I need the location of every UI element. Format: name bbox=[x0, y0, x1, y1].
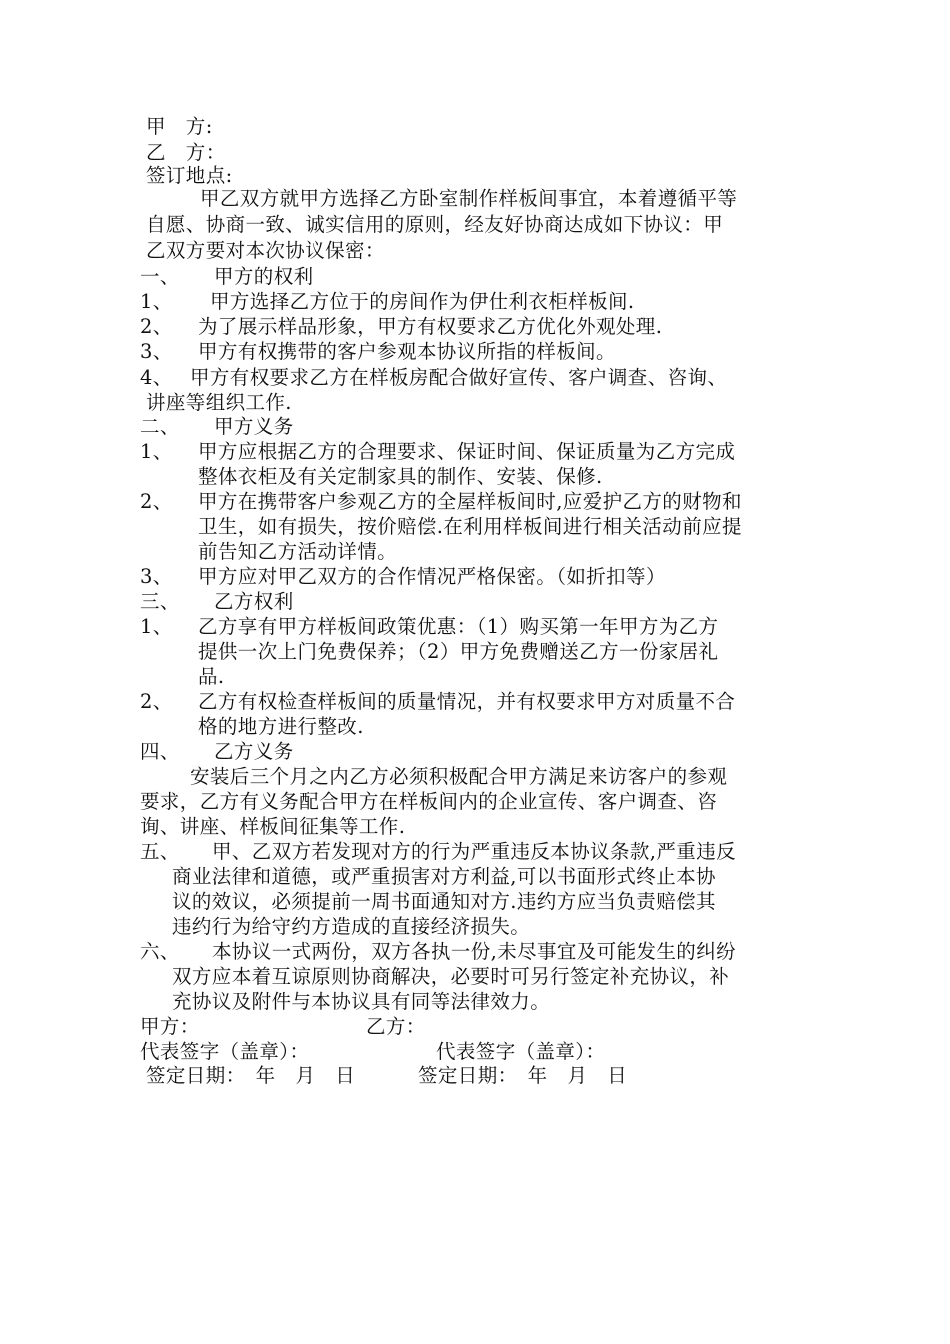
s5-text-4: 违约行为给守约方造成的直接经济损失。 bbox=[172, 915, 531, 938]
s5-text-3: 议的效议，必须提前一周书面通知对方.违约方应当负责赔偿其 bbox=[172, 890, 716, 913]
s1-item-2-text: 为了展示样品形象，甲方有权要求乙方优化外观处理. bbox=[198, 315, 663, 338]
s3-item-2-number: 2、 bbox=[140, 690, 173, 713]
s4-text-1: 安装后三个月之内乙方必须积极配合甲方满足来访客户的参观 bbox=[190, 765, 728, 788]
section-4-title: 乙方义务 bbox=[214, 740, 294, 763]
section-1-number: 一、 bbox=[140, 265, 180, 288]
s1-item-3-number: 3、 bbox=[140, 340, 173, 363]
s2-item-2-text-2: 卫生，如有损失，按价赔偿.在利用样板间进行相关活动前应提 bbox=[198, 515, 742, 538]
s1-item-4-number: 4、 bbox=[140, 366, 173, 389]
section-3-number: 三、 bbox=[140, 590, 180, 613]
section-5-number: 五、 bbox=[140, 840, 180, 863]
footer-date-b: 签定日期： 年 月 日 bbox=[418, 1064, 628, 1087]
s5-text-2: 商业法律和道德，或严重损害对方利益,可以书面形式终止本协 bbox=[172, 865, 716, 888]
footer-sign-b: 代表签字（盖章）： bbox=[436, 1040, 606, 1063]
footer-party-a: 甲方： bbox=[140, 1015, 200, 1038]
s6-text-1: 本协议一式两份，双方各执一份,未尽事宜及可能发生的纠纷 bbox=[212, 940, 736, 963]
footer-date-a: 签定日期： 年 月 日 bbox=[146, 1064, 356, 1087]
signing-place-label: 签订地点: bbox=[146, 164, 233, 187]
s3-item-1-number: 1、 bbox=[140, 615, 173, 638]
s1-item-4-text-1: 甲方有权要求乙方在样板房配合做好宣传、客户调查、咨询、 bbox=[190, 366, 728, 389]
section-2-title: 甲方义务 bbox=[214, 415, 294, 438]
s2-item-3-text: 甲方应对甲乙双方的合作情况严格保密。（如折扣等） bbox=[198, 565, 666, 588]
s2-item-1-text-1: 甲方应根据乙方的合理要求、保证时间、保证质量为乙方完成 bbox=[198, 440, 736, 463]
footer-sign-a: 代表签字（盖章）： bbox=[140, 1040, 310, 1063]
s2-item-2-number: 2、 bbox=[140, 490, 173, 513]
s2-item-2-text-3: 前告知乙方活动详情。 bbox=[198, 540, 398, 563]
s6-text-3: 充协议及附件与本协议具有同等法律效力。 bbox=[172, 990, 551, 1013]
s4-text-2: 要求，乙方有义务配合甲方在样板间内的企业宣传、客户调查、咨 bbox=[140, 790, 718, 813]
section-2-number: 二、 bbox=[140, 415, 180, 438]
s1-item-2-number: 2、 bbox=[140, 315, 173, 338]
section-3-title: 乙方权利 bbox=[214, 590, 294, 613]
s3-item-1-text-1: 乙方享有甲方样板间政策优惠：（1）购买第一年甲方为乙方 bbox=[198, 615, 719, 638]
s6-text-2: 双方应本着互谅原则协商解决，必要时可另行签定补充协议，补 bbox=[172, 965, 730, 988]
party-a-label: 甲 方: bbox=[146, 115, 213, 138]
s2-item-2-text-1: 甲方在携带客户参观乙方的全屋样板间时,应爱护乙方的财物和 bbox=[198, 490, 742, 513]
section-1-title: 甲方的权利 bbox=[214, 265, 314, 288]
s2-item-3-number: 3、 bbox=[140, 565, 173, 588]
s1-item-3-text: 甲方有权携带的客户参观本协议所指的样板间。 bbox=[198, 340, 616, 363]
s5-text-1: 甲、乙双方若发现对方的行为严重违反本协议条款,严重违反 bbox=[212, 840, 736, 863]
s2-item-1-text-2: 整体衣柜及有关定制家具的制作、安装、保修. bbox=[198, 465, 603, 488]
s3-item-2-text-1: 乙方有权检查样板间的质量情况，并有权要求甲方对质量不合 bbox=[198, 690, 736, 713]
intro-line-3: 乙双方要对本次协议保密： bbox=[146, 239, 385, 262]
party-b-label: 乙 方： bbox=[146, 141, 226, 164]
intro-line-2: 自愿、协商一致、诚实信用的原则，经友好协商达成如下协议：甲 bbox=[146, 213, 724, 236]
s1-item-1-text: 甲方选择乙方位于的房间作为伊仕利衣柜样板间. bbox=[210, 290, 635, 313]
intro-line-1: 甲乙双方就甲方选择乙方卧室制作样板间事宜，本着遵循平等 bbox=[200, 187, 738, 210]
section-4-number: 四、 bbox=[140, 740, 180, 763]
s3-item-2-text-2: 格的地方进行整改. bbox=[198, 715, 364, 738]
s2-item-1-number: 1、 bbox=[140, 440, 173, 463]
s3-item-1-text-2: 提供一次上门免费保养；（2）甲方免费赠送乙方一份家居礼 bbox=[198, 640, 719, 663]
s3-item-1-text-3: 品. bbox=[198, 665, 225, 688]
s1-item-4-text-2: 讲座等组织工作. bbox=[146, 391, 292, 414]
section-6-number: 六、 bbox=[140, 940, 180, 963]
s4-text-3: 询、讲座、样板间征集等工作. bbox=[140, 815, 406, 838]
s1-item-1-number: 1、 bbox=[140, 290, 173, 313]
footer-party-b: 乙方： bbox=[366, 1015, 426, 1038]
